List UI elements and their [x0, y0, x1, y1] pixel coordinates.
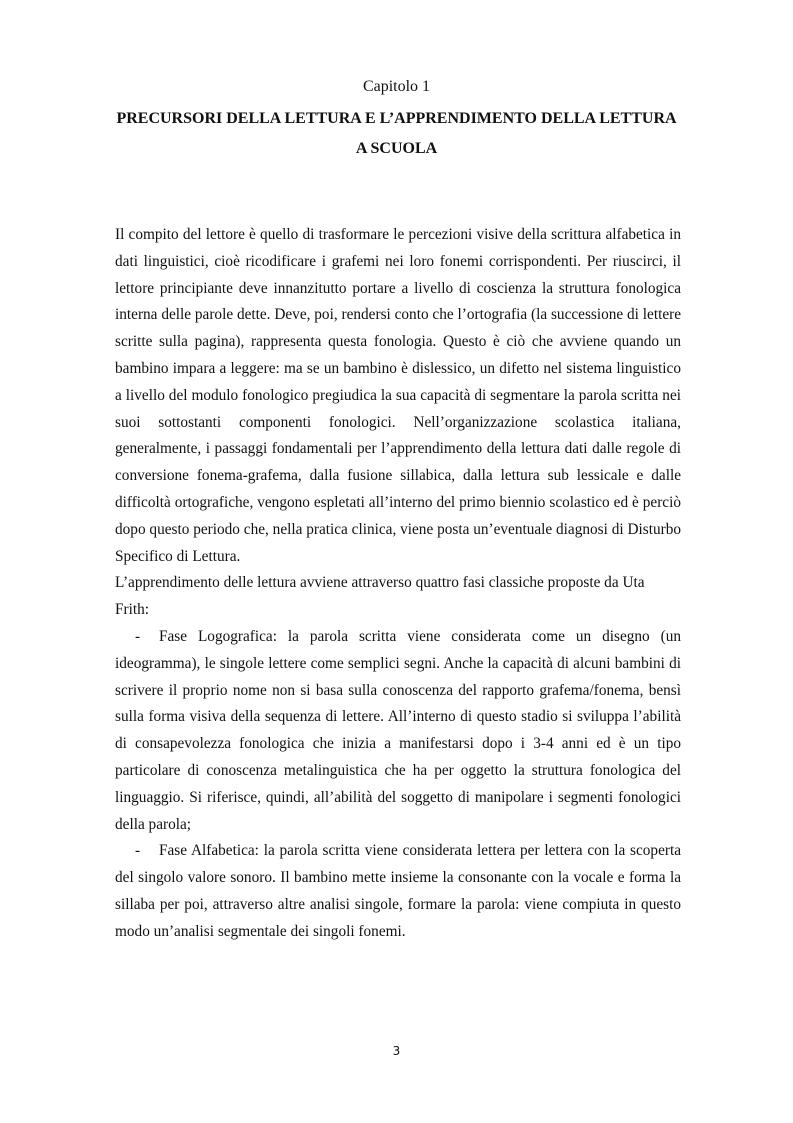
paragraph-intro: Il compito del lettore è quello di trasformare le percezioni visive della scrittura alfabetica in dati linguistici, cioè ricodificare i grafemi nei loro fonemi corrispondenti. Per riuscirci, il lettore principiante deve innanzitutto portare a livello di coscienza la struttura fonologica interna delle parole dette. Deve, poi, rendersi conto che l’ortografia (la successione di lettere scritte sulla pagina), rappresenta questa fonologia. Questo è ciò che avviene quando un bambino impara a leggere: ma se un bambino è dislessico, un difetto nel sistema linguistico a livello del modulo fonologico pregiudica la sua capacità di segmentare la parola scritta nei suoi sottostanti componenti fonologici. Nell’organizzazione scolastica italiana, generalmente, i passaggi fondamentali per l’apprendimento della lettura dati dalle regole di conversione fonema-grafema, dalla fusione sillabica, dalla lettura sub lessicale e dalle difficoltà ortografiche, vengono espletati all’interno del primo biennio scolastico ed è perciò dopo questo periodo che, nella pratica clinica, viene posta un’eventuale diagnosi di Disturbo Specifico di Lettura. [115, 226, 681, 565]
list-item-alfabetica [115, 838, 681, 945]
page-number: 3 [392, 1044, 401, 1058]
list-bullet: - [135, 627, 141, 645]
list-item-text: Fase Alfabetica: la parola scritta viene considerata lettera per lettera con la scoperta del singolo valore sonoro. Il bambino mette insieme la consonante con la vocale e forma la sillaba per poi, attraverso altre analisi singole, formare la parola: viene compiuta in questo modo un’analisi segmentale dei singoli fonemi. [115, 842, 681, 940]
list-item-text: Fase Logografica: la parola scritta viene considerata come un disegno (un ideogramma), le singole lettere come semplici segni. Anche la capacità di alcuni bambini di scrivere il proprio nome non si basa sulla conoscenza del rapporto grafema/fonema, bensì sulla forma visiva della sequenza di lettere. All’interno di questo stadio si sviluppa l’abilità di consapevolezza fonologica che inizia a manifestarsi dopo i 3-4 anni ed è un tipo particolare di conoscenza metalinguistica che ha per oggetto la struttura fonologica del linguaggio. Si riferisce, quindi, all’abilità del soggetto di manipolare i segmenti fonologici della parola; [115, 627, 681, 833]
body-text [115, 222, 681, 946]
list-item-logografica [115, 624, 681, 838]
chapter-title: PRECURSORI DELLA LETTURA E L’APPRENDIMENTO DELLA LETTURA A SCUOLA [116, 110, 677, 157]
chapter-label: Capitolo 1 [362, 78, 431, 95]
paragraph-phases-intro: L’apprendimento delle lettura avviene attraverso quattro fasi classiche proposte da Uta Frith: [115, 574, 645, 619]
list-bullet: - [135, 842, 141, 860]
